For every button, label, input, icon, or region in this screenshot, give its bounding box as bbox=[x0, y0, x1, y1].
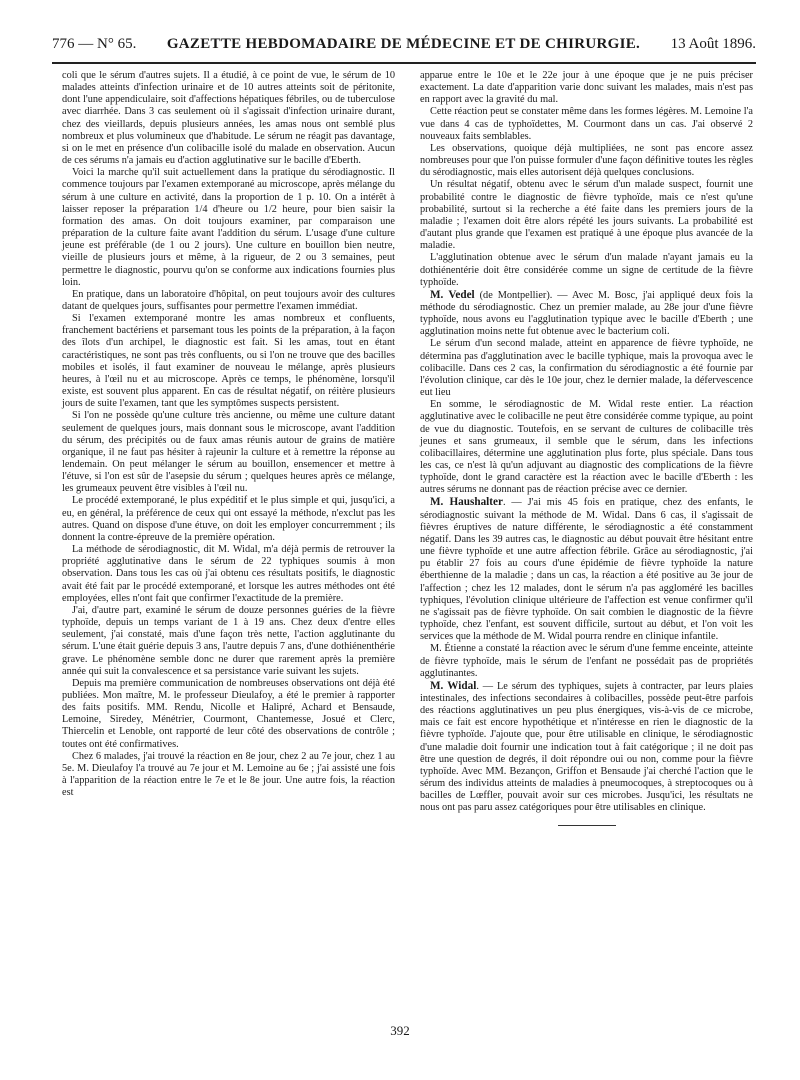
paragraph bbox=[420, 496, 753, 643]
speaker-name: M. Vedel bbox=[430, 288, 475, 301]
paragraph bbox=[420, 680, 753, 815]
paragraph bbox=[420, 252, 753, 288]
paragraph bbox=[420, 399, 753, 496]
paragraph bbox=[62, 678, 395, 751]
journal-title: GAZETTE HEBDOMADAIRE DE MÉDECINE ET DE CHIRURGIE. bbox=[166, 36, 641, 52]
paragraph-text: Chez 6 malades, j'ai trouvé la réaction en 8e jour, chez 2 au 7e jour, chez 1 au 5e. M. Dieulafoy l'a trouvé au 7e jour et M. Lemoine au 6e ; j'ai assisté une fois à l'apparition de la réaction entre le 7e et le 8e jour. Une autre fois, la réaction est bbox=[62, 750, 395, 799]
paragraph-text: Un résultat négatif, obtenu avec le sérum d'un malade suspect, fournit une probabilité contre le diagnostic de fièvre typhoïde, mais ce n'est qu'une probabilité, surtout si la recherche a été faite dans les premiers jours de la maladie ; l'examen doit être alors répété les jours suivants. La probabilité est d'autant plus grande que l'examen est pratiqué à une époque plus avancée de la maladie. bbox=[420, 179, 753, 252]
speaker-name: M. Haushalter bbox=[430, 496, 503, 509]
header-rule bbox=[52, 62, 756, 64]
paragraph-text: apparue entre le 10e et le 22e jour à une époque que je ne puis préciser exactement. La date d'apparition varie donc suivant les malades, mais n'est pas en rapport avec la gravité du mal. bbox=[420, 70, 753, 106]
paragraph bbox=[62, 605, 395, 678]
page-number: 776 — N° 65. bbox=[52, 36, 137, 52]
paragraph-text: M. Étienne a constaté la réaction avec le sérum d'une femme enceinte, atteinte de fièvre typhoïde, mais le sérum de l'enfant ne possédait pas de propriétés agglutinantes. bbox=[420, 643, 753, 679]
paragraph-text: Si l'examen extemporané montre les amas nombreux et confluents, franchement bactériens et parsemant tous les points de la préparation, à la façon des îlots d'un archipel, le diagnostic est fait. Si les amas, tout en étant caractéristiques, ne sont pas très confluents, ou si l'on ne trouve que des bacilles mobiles et isolés, il faut examiner de nouveau le mélange, après plusieurs heures, à l'œil nu et au microscope. Après ce temps, le phénomène, lorsqu'il existe, est souvent plus apparent. En cas de résultat négatif, on réitère plusieurs jours de suite l'examen, tant que les symptômes suspects persistent. bbox=[62, 313, 395, 410]
paragraph-text: Depuis ma première communication de nombreuses observations ont déjà été publiées. Mon maître, M. le professeur Dieulafoy, a été le premier à rapporter des faits positifs. MM. Rendu, Nicolle et Halipré, Achard et Bensaude, Lemoine, Siredey, Ménétrier, Courmont, Chantemesse, Josué et Clerc, Thiercelin et Lenoble, ont rapporté de leur côté des observations de contrôle ; toutes ont été confirmatives. bbox=[62, 677, 395, 750]
paragraph-text: Le procédé extemporané, le plus expéditif et le plus simple et qui, jusqu'ici, a eu, en général, la préférence de ceux qui ont essayé la méthode, n'exclut pas les autres. Quand on dispose d'une étuve, on doit les employer concurremment ; ils donnent la contre-épreuve de la première opération. bbox=[62, 495, 395, 543]
right-column bbox=[420, 70, 753, 826]
paragraph bbox=[62, 70, 395, 167]
paragraph bbox=[420, 70, 753, 106]
paragraph bbox=[420, 338, 753, 399]
paragraph-text: L'agglutination obtenue avec le sérum d'un malade n'ayant jamais eu la dothiénentérie doit être considérée comme un signe de certitude de la fièvre typhoïde. bbox=[420, 252, 753, 288]
paragraph bbox=[420, 289, 753, 339]
paragraph-text: En somme, le sérodiagnostic de M. Widal reste entier. La réaction agglutinative avec le colibacille ne peut être considérée comme typique, au point de vue du diagnostic. Toutefois, en se servant de cultures de colibacille très jeunes et sans grumeaux, il semble que le sérum, dans les infections colibacillaires, détermine une agglutination plus forte, plus spéciale. Dans tous les cas, ce n'est là qu'un adjuvant au diagnostic des complications de la fièvre typhoïde, dont le grand caractère est la réaction avec le bacille d'Eberth : les autres sérums ne donnant pas de réaction précise avec ce dernier. bbox=[420, 399, 753, 496]
speaker-name: M. Widal bbox=[430, 679, 477, 692]
paragraph bbox=[62, 410, 395, 495]
paragraph bbox=[420, 106, 753, 142]
paragraph-text: Les observations, quoique déjà multipliées, ne sont pas encore assez nombreuses pour que l'on puisse formuler d'une façon définitive toutes les règles du sérodiagnostic, mais elles autorisent déjà quelques conclusions. bbox=[420, 142, 753, 179]
paragraph-text: (de Montpellier). — Avec M. Bosc, j'ai appliqué deux fois la méthode du sérodiagnostic. Chez un premier malade, au 28e jour d'une fièvre typhoïde, nous avons eu l'agglutination typique avec le bacille d'Eberth ; une agglutination moins nette fut obtenue avec le bacterium coli. bbox=[420, 289, 754, 338]
paragraph-text: En pratique, dans un laboratoire d'hôpital, on peut toujours avoir des cultures datant de quelques jours, suffisantes pour permettre l'examen immédiat. bbox=[62, 288, 395, 312]
paragraph-text: La méthode de sérodiagnostic, dit M. Widal, m'a déjà permis de retrouver la propriété agglutinative dans le sérum de 22 typhiques soumis à mon observation. Dans tous les cas où j'ai obtenu ces résultats positifs, le diagnostic avait été fait par le procédé extemporané, et lorsque les autres méthodes ont été employées, elles n'ont fait que confirmer l'exactitude de la première. bbox=[62, 544, 395, 604]
folio-number: 392 bbox=[390, 1023, 410, 1038]
paragraph-text: Voici la marche qu'il suit actuellement dans la pratique du sérodiagnostic. Il commence toujours par l'examen extemporané au microscope, après mélange du sérum à une culture en activité, dans la proportion de 1 p. 10. On a intérêt à laisser reposer la préparation 1/4 d'heure ou 1/2 heure, pour bien saisir la formation des amas. On doit toujours examiner, par comparaison une préparation de la culture faite avant l'addition du sérum. L'usage d'une culture jeune est préférable (de 1 ou 2 jours). Une culture en bouillon bien neutre, vieille de plusieurs jours et même, à la rigueur, de 2 ou 3 semaines, peut permettre le diagnostic, pourvu qu'on se conforme aux indications fournies plus loin. bbox=[62, 167, 395, 288]
paragraph-text: J'ai, d'autre part, examiné le sérum de douze personnes guéries de la fièvre typhoïde, depuis un temps variant de 1 à 19 ans. Chez deux d'entre elles seulement, j'ai constaté, mais d'une façon très nette, l'action agglutinante du sérum. L'une était guérie depuis 3 ans, l'autre depuis 7 ans, d'une dothiénenthérie grave. Le phénomène semble donc ne durer que rarement après la première année qui suit la convalescence et sa persistance varie suivant les sujets. bbox=[62, 604, 395, 677]
paragraph bbox=[420, 643, 753, 679]
paragraph bbox=[62, 167, 395, 289]
paragraph-text: Si l'on ne possède qu'une culture très ancienne, ou même une culture datant seulement de quelques jours, mais donnant sous le microscope, avant l'addition du sérum, des précipités ou de faux amas réunis autour de grains de matière organique, il ne faut pas hésiter à rajeunir la culture et à remettre la réponse au lendemain. On peut mélanger le sérum au bouillon, ensemencer et mettre à l'étuve, si l'on est sûr de l'asepsie du sérum ; quelques heures après ce mélange, les grumeaux peuvent être visibles à l'œil nu. bbox=[62, 410, 395, 495]
paragraph-text: . — Le sérum des typhiques, sujets à contracter, par leurs plaies intestinales, des infections secondaires à colibacilles, possède peut-être parfois des réactions agglutinatives un peu plus énergiques, vis-à-vis de ce microbe, mais ce fait est encore hypothétique et n'intéresse en rien le diagnostic de la fièvre typhoïde. J'ajoute que, pour être utilisable en clinique, le sérodiagnostic d'une maladie doit fournir une indication tout à fait catégorique ; il ne doit pas être une question de degrés, il doit répondre oui ou non, comme pour la fièvre typhoïde. Avec MM. Bezançon, Griffon et Bensaude j'ai cherché l'action que le sérum des individus atteints de maladies à pneumocoques, à streptocoques ou à bacilles de Lœffler, pouvait avoir sur ces microbes. Jusqu'ici, les résultats ne nous ont pas paru assez catégoriques pour être utilisables en clinique. bbox=[420, 680, 754, 814]
left-column bbox=[62, 70, 395, 799]
paragraph bbox=[420, 143, 753, 179]
paragraph bbox=[62, 289, 395, 313]
paragraph bbox=[62, 544, 395, 605]
paragraph-text: Le sérum d'un second malade, atteint en apparence de fièvre typhoïde, ne détermina pas d'agglutination avec le bacille typhique, mais la provoqua avec le colibacille. Dans ces 2 cas, la confirmation du sérodiagnostic a été fournie par l'évolution clinique, car dès le 10e jour, chez le dernier malade, la défervescence eut lieu bbox=[420, 338, 753, 399]
paragraph-text: Cette réaction peut se constater même dans les formes légères. M. Lemoine l'a vue dans 4 cas de typhoïdettes, M. Courmont dans un cas. J'ai observé 2 nouveaux faits semblables. bbox=[420, 106, 753, 142]
page-header bbox=[52, 36, 756, 56]
paragraph-text: . — J'ai mis 45 fois en pratique, chez des enfants, le sérodiagnostic suivant la méthode de M. Widal. Dans 6 cas, il s'agissait de fièvres éruptives de nature différente, le sérodiagnostic a été constamment négatif. Dans les 39 autres cas, le diagnostic au début pouvait être hésitant entre une fièvre typhoïde et une autre affection fébrile. Grâce au sérodiagnostic, j'ai pu établir 27 fois au cours d'une épidémie de fièvre typhoïde la nature éberthienne de la maladie ; dans un cas, la réaction a été positive au 3e jour de l'affection ; chez les 12 malades, dont le sérum n'a pas aggloméré les bacilles typhiques, l'évolution clinique ultérieure de l'affection est venue confirmer qu'il ne s'agissait pas de fièvre typhoïde. On sait combien le diagnostic de la fièvre typhoïde, chez l'enfant, est souvent difficile, surtout au début, et l'on voit les services que la méthode de M. Widal pourra rendre en clinique infantile. bbox=[420, 497, 753, 643]
paragraph bbox=[62, 751, 395, 800]
issue-date: 13 Août 1896. bbox=[670, 36, 756, 52]
paragraph bbox=[62, 495, 395, 544]
end-rule bbox=[558, 825, 616, 826]
paragraph-text: coli que le sérum d'autres sujets. Il a étudié, à ce point de vue, le sérum de 10 malades atteints d'infection urinaire et de 10 autres atteints soit de péritonite, dont l'une appendiculaire, soit d'affections hépatiques fébriles, ou de tuberculose avec diarrhée. Dans 3 cas seulement où il s'agissait d'infection urinaire durant, chez des vieillards, depuis plusieurs années, les amas nous ont semblé plus nombreux et plus volumineux que d'habitude. Le sérum ne réagit pas davantage, si on le met en présence d'un colibacille isolé du malade en observation. Aucun de ces sérums n'a jamais eu d'action agglutinative sur le bacille d'Eberth. bbox=[62, 70, 395, 167]
paragraph bbox=[62, 313, 395, 410]
paragraph bbox=[420, 179, 753, 252]
